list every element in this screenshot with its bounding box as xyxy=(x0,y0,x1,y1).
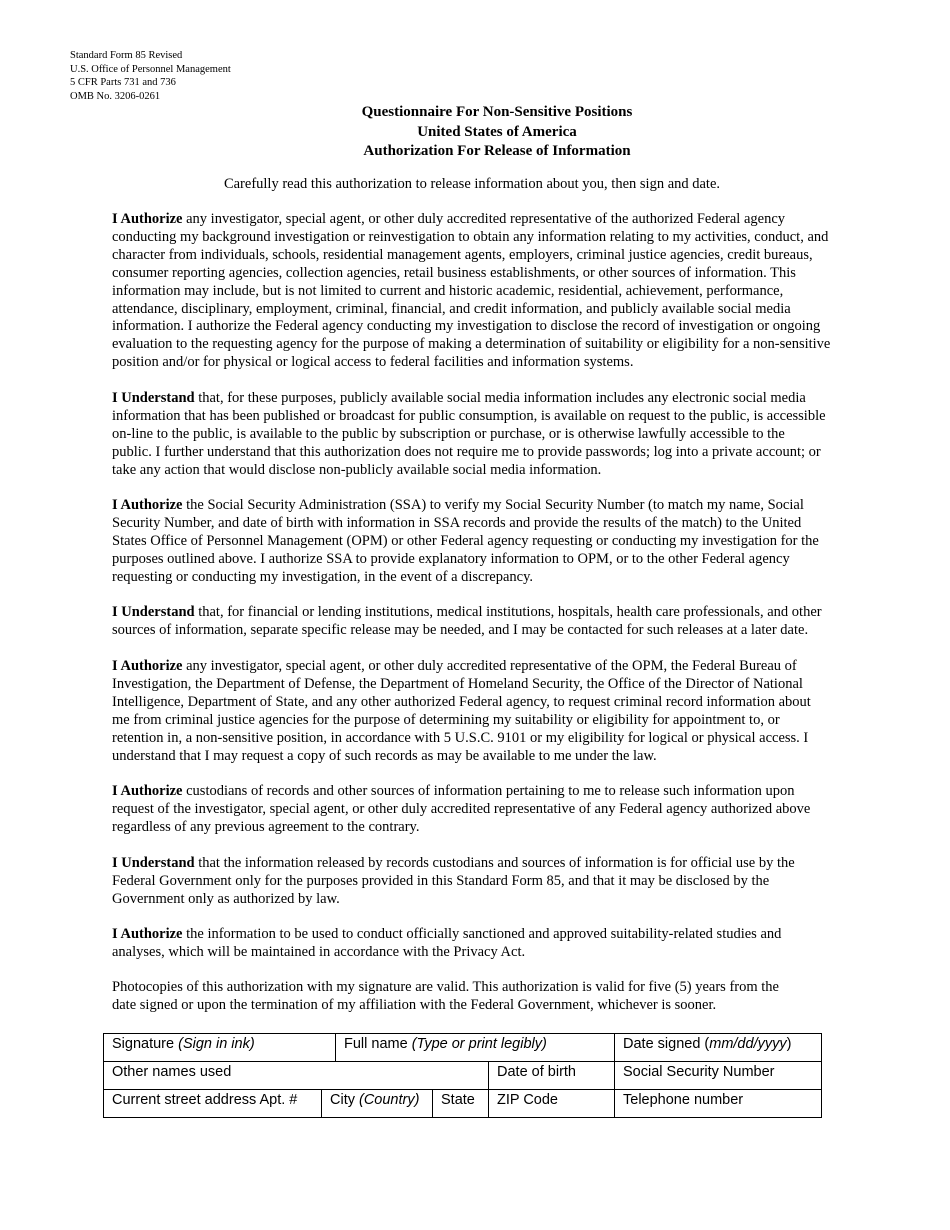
paragraph-line xyxy=(112,211,887,229)
paragraph-text: request of the investigator, special agent, or other duly accredited representative of any Federal agency authorized above xyxy=(112,800,811,817)
paragraph-text: that the information released by records custodians and sources of information is for official use by the xyxy=(194,855,795,871)
paragraph-text: me from criminal justice agencies for the purpose of determining my suitability or eligibility for appointment to, or xyxy=(112,711,780,728)
paragraph-text: requesting or conducting my investigation, in the event of a discrepancy. xyxy=(112,568,534,585)
paragraph-line xyxy=(112,444,887,462)
paragraph-text: the Social Security Administration (SSA) to verify my Social Security Number (to match my name, Social xyxy=(182,497,804,513)
paragraph-text: date signed or upon the termination of my affiliation with the Federal Government, whichever is sooner. xyxy=(112,996,717,1013)
paragraph-line xyxy=(112,569,887,587)
paragraph-text: Federal Government only for the purposes provided in this Standard Form 85, and that it may be disclosed by the xyxy=(112,872,770,889)
paragraph-text: Government only as authorized by law. xyxy=(112,890,340,907)
paragraph-line xyxy=(112,604,887,622)
paragraph-text: retention in, a non-sensitive position, in accordance with 5 U.S.C. 9101 or my eligibility for logical or physical access. I xyxy=(112,729,809,746)
paragraph-text: consumer reporting agencies, collection agencies, retail business establishments, or other sources of information. This xyxy=(112,264,796,281)
paragraph-text: understand that I may request a copy of such records as may be available to me under the law. xyxy=(112,747,657,764)
paragraph-text: information may include, but is not limited to current and historic academic, residential, achievement, performance, xyxy=(112,282,784,299)
paragraph-text: information. I authorize the Federal agency conducting my investigation to disclose the record of investigation or ongoing xyxy=(112,318,821,335)
paragraph xyxy=(112,390,887,480)
zip-code-field[interactable]: ZIP Code xyxy=(489,1090,615,1118)
paragraph-text: public. I further understand that this authorization does not require me to provide passwords; log into a private account; or xyxy=(112,443,821,460)
paragraph-line xyxy=(112,873,887,891)
paragraph-line xyxy=(112,497,887,515)
paragraph-lead: I Understand xyxy=(112,604,195,620)
paragraph-text: purposes outlined above. I authorize SSA to provide explanatory information to OPM, or to the other Federal agency xyxy=(112,550,790,567)
title-line-3: Authorization For Release of Information xyxy=(363,143,631,160)
paragraph-line xyxy=(112,426,887,444)
paragraph-line xyxy=(112,229,887,247)
other-names-field[interactable]: Other names used xyxy=(104,1062,489,1090)
paragraph-line xyxy=(112,622,887,640)
signature-row-3 xyxy=(104,1090,822,1118)
omb-number: OMB No. 3206-0261 xyxy=(70,90,161,102)
paragraph-line xyxy=(112,515,887,533)
paragraph xyxy=(112,658,887,765)
paragraph xyxy=(112,604,887,640)
paragraph-line xyxy=(112,712,887,730)
paragraph-line xyxy=(112,354,887,372)
paragraph-text: attendance, disciplinary, employment, criminal, financial, and credit information, and publicly available social media xyxy=(112,300,791,317)
paragraph-text: on-line to the public, is available to the public by subscription or purchase, or is otherwise lawfully accessible to the xyxy=(112,425,785,442)
paragraph-text: Investigation, the Department of Defense, the Department of Homeland Security, the Office of the Director of National xyxy=(112,675,803,692)
agency-name: U.S. Office of Personnel Management xyxy=(70,63,231,75)
paragraph-text: sources of information, separate specific release may be needed, and I may be contacted for such releases at a later date. xyxy=(112,621,809,638)
paragraph-line xyxy=(112,408,887,426)
paragraph-text: Intelligence, Department of State, and any other authorized Federal agency, to request criminal record information about xyxy=(112,693,811,710)
paragraph-lead: I Authorize xyxy=(112,658,183,674)
paragraph-text: information that has been published or broadcast for public consumption, is available on request to the public, is accessible xyxy=(112,407,826,424)
paragraph xyxy=(112,211,887,372)
date-of-birth-field[interactable]: Date of birth xyxy=(489,1062,615,1090)
city-field[interactable]: City (Country) xyxy=(322,1090,433,1118)
paragraph-text: evaluation to the requesting agency for the purpose of making a determination of suitability or eligibility for a non-sensitive xyxy=(112,336,831,353)
paragraph-text: any investigator, special agent, or other duly accredited representative of the authorized Federal agency xyxy=(182,211,786,227)
paragraph xyxy=(112,926,887,962)
paragraph-line xyxy=(112,318,887,336)
paragraph-lead: I Authorize xyxy=(112,926,183,942)
signature-field[interactable]: Signature (Sign in ink) xyxy=(104,1034,336,1062)
date-signed-field[interactable]: Date signed (mm/dd/yyyy) xyxy=(615,1034,822,1062)
paragraph-text: States Office of Personnel Management (OPM) or other Federal agency requesting or conducting my investigation for the xyxy=(112,532,819,549)
signature-table xyxy=(103,1033,822,1118)
paragraph-line xyxy=(112,390,887,408)
paragraph-text: position and/or for physical or logical access to federal facilities and information systems. xyxy=(112,354,634,371)
paragraph-text: custodians of records and other sources of information pertaining to me to release such information upon xyxy=(182,783,795,799)
paragraph-text: regardless of any previous agreement to the contrary. xyxy=(112,818,420,835)
paragraph-line xyxy=(112,855,887,873)
title-line-2: United States of America xyxy=(417,123,577,140)
paragraph xyxy=(112,979,887,1015)
paragraph-lead: I Authorize xyxy=(112,497,183,513)
cfr-reference: 5 CFR Parts 731 and 736 xyxy=(70,77,176,89)
paragraph-line xyxy=(112,730,887,748)
signature-row-2 xyxy=(104,1062,822,1090)
title-block xyxy=(0,103,950,162)
paragraph-line xyxy=(112,265,887,283)
paragraph-lead: I Understand xyxy=(112,855,195,871)
full-name-field[interactable]: Full name (Type or print legibly) xyxy=(336,1034,615,1062)
form-id: Standard Form 85 Revised xyxy=(70,50,183,61)
paragraph-text: that, for financial or lending institutions, medical institutions, hospitals, health care professionals, and other xyxy=(194,604,822,620)
paragraph-line xyxy=(112,247,887,265)
paragraph-text: the information to be used to conduct officially sanctioned and approved suitability-related studies and xyxy=(182,926,782,942)
paragraph-line xyxy=(112,748,887,766)
paragraph-text: character from individuals, schools, residential management agents, employers, criminal justice agencies, credit bureaus, xyxy=(112,246,813,263)
telephone-field[interactable]: Telephone number xyxy=(615,1090,822,1118)
paragraph-line xyxy=(112,283,887,301)
paragraph-lead: I Authorize xyxy=(112,211,183,227)
paragraph-text: Security Number, and date of birth with information in SSA records and provide the results of the match) to the United xyxy=(112,514,802,531)
intro-instruction: Carefully read this authorization to release information about you, then sign and date. xyxy=(223,176,721,192)
paragraph-lead: I Authorize xyxy=(112,783,183,799)
paragraph-line xyxy=(112,676,887,694)
paragraph-text: analyses, which will be maintained in accordance with the Privacy Act. xyxy=(112,943,526,960)
paragraph-line xyxy=(112,336,887,354)
paragraph-line xyxy=(112,926,887,944)
paragraph-line xyxy=(112,551,887,569)
paragraph-text: take any action that would disclose non-publicly available social media information. xyxy=(112,461,602,478)
paragraph-line xyxy=(112,533,887,551)
paragraph xyxy=(112,855,887,909)
paragraph-text: conducting my background investigation or reinvestigation to obtain any information relating to my activities, conduct, and xyxy=(112,228,829,245)
paragraph-text: Photocopies of this authorization with my signature are valid. This authorization is valid for five (5) years from the xyxy=(112,979,779,995)
paragraph-line xyxy=(112,997,887,1015)
paragraph-text: any investigator, special agent, or other duly accredited representative of the OPM, the Federal Bureau of xyxy=(182,658,797,674)
ssn-field[interactable]: Social Security Number xyxy=(615,1062,822,1090)
paragraph-line xyxy=(112,462,887,480)
paragraph-line xyxy=(112,819,887,837)
paragraph-line xyxy=(112,783,887,801)
paragraph-line xyxy=(112,694,887,712)
paragraph-line xyxy=(112,301,887,319)
paragraph-lead: I Understand xyxy=(112,390,195,406)
state-field[interactable]: State xyxy=(433,1090,489,1118)
paragraph xyxy=(112,497,887,587)
paragraph-line xyxy=(112,801,887,819)
paragraph xyxy=(112,783,887,837)
form-header xyxy=(70,49,231,103)
paragraph-text: that, for these purposes, publicly available social media information includes any electronic social media xyxy=(194,390,806,406)
signature-row-1 xyxy=(104,1034,822,1062)
title-line-1: Questionnaire For Non-Sensitive Positions xyxy=(361,104,633,120)
street-address-field[interactable]: Current street address Apt. # xyxy=(104,1090,322,1118)
paragraph-line xyxy=(112,891,887,909)
paragraph-line xyxy=(112,658,887,676)
paragraph-line xyxy=(112,979,887,997)
paragraph-line xyxy=(112,944,887,962)
